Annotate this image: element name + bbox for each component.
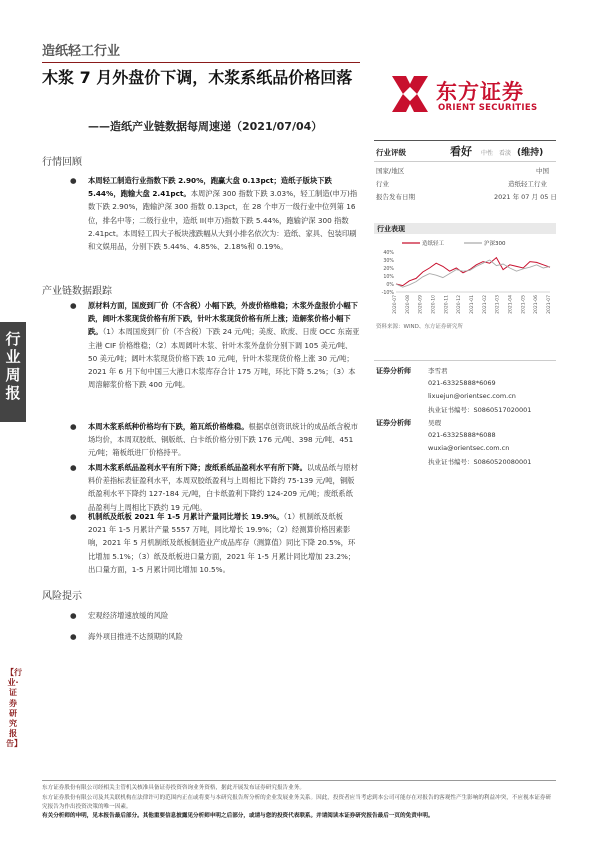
- x-tick-label: 2021-06: [534, 295, 540, 314]
- report-title: 木浆 7 月外盘价下调，木浆系纸品价格回落: [42, 68, 353, 87]
- y-tick-label: 10%: [383, 274, 394, 280]
- bullet-icon: ●: [70, 422, 77, 431]
- y-tick-label: -10%: [381, 290, 394, 296]
- analyst-name-1: 李雪君: [428, 367, 448, 375]
- brand-name-cn: 东方证券: [436, 80, 524, 104]
- rating-maintain: (维持): [517, 148, 544, 158]
- brand-logo-icon: [388, 72, 432, 116]
- analyst-email-2[interactable]: wuxia@orientsec.com.cn: [428, 444, 510, 452]
- chain-text-2: 根据卓创资讯统计的成品纸含税市场均价，本周双胶纸、铜版纸、白卡纸价格分别下跌 176 元/吨、398 元/吨、451 元/吨；箱板纸进厂价格持平。: [88, 422, 358, 458]
- chain-text-4: （1）机制纸及纸板 2021 年 1-5 月累计产量 5557 万吨，同比增长 19.9%；（2）经测算价格因素影响，2021 年 5 月机制纸及纸板制造业产成品库存（测算值）同比下降 20.5%，环比增加 5.1%；（3）纸及纸板进口量方面，2021 年 1-5 月累计同比增加 23.2%；出口量方面，1-5 月累计同比增加 10.5%。: [88, 512, 356, 574]
- x-tick-label: 2021-05: [521, 295, 527, 314]
- rating-divider: [374, 140, 556, 141]
- chain-bold-3: 本周木浆系纸品盈利水平有所下降；废纸系纸品盈利水平有所下降。: [88, 463, 307, 472]
- risk-item-1: 宏观经济增速放缓的风险: [88, 611, 169, 620]
- analyst-phone-1: 021-63325888*6069: [428, 379, 496, 387]
- review-paragraph: [88, 174, 360, 253]
- report-subtitle: ——造纸产业链数据每周速递（2021/07/04）: [88, 120, 323, 133]
- rating-val-industry: 造纸轻工行业: [508, 180, 547, 188]
- side-report-type-label: 行业周报: [5, 330, 21, 402]
- chain-text-3: 以成品纸与原材料价差指标表征盈利水平，本周双胶纸盈利与上周相比下降约 75-139 元/吨，铜版纸盈利水平下降约 127-184 元/吨，白卡纸盈利下降约 124-209 元/吨；废纸系纸品盈利与上周相比下跌约 19 元/吨。: [88, 463, 358, 512]
- analyst-cert-2: 执业证书编号：S0860520080001: [428, 458, 532, 466]
- analyst-email-1[interactable]: lixuejun@orientsec.com.cn: [428, 392, 516, 400]
- rating-option-bearish: 看淡: [499, 150, 512, 157]
- chain-bold-1: 原材料方面，国废到厂价（不含税）小幅下跌，外废价格维稳；木浆外盘报价小幅下跌，阔叶木浆现货价格有所下跌，针叶木浆现货价格有所上涨；造解浆价格小幅下跌。: [88, 301, 358, 337]
- performance-label: 行业表现: [377, 225, 405, 233]
- bullet-icon: ●: [70, 301, 77, 310]
- x-tick-label: 2020-09: [418, 295, 424, 314]
- legend-label: 沪深300: [484, 241, 506, 247]
- risk-item-2: 海外项目推进不达预期的风险: [88, 632, 183, 641]
- y-tick-label: 30%: [383, 258, 394, 264]
- y-tick-label: 0%: [386, 282, 394, 288]
- rating-key-region: 国家/地区: [376, 167, 405, 175]
- footer-line-3: 有关分析师的申明，见本报告最后部分。其他重要信息披露见分析师申明之后部分，或请与您的投资代表联系。并请阅读本证券研究报告最后一页的免责申明。: [42, 813, 434, 819]
- section-review-heading: 行情回顾: [42, 157, 82, 168]
- section-chain-heading: 产业链数据跟踪: [42, 286, 112, 297]
- side-report-tag: 【行业·证券研究报告】: [6, 668, 22, 749]
- title-divider: [42, 62, 360, 63]
- x-tick-label: 2021-07: [547, 295, 552, 314]
- review-bold: 本周轻工制造行业指数下跌 2.90%，跑赢大盘 0.13pct；造纸子版块下跌 5.44%，跑输大盘 2.41pct。: [88, 176, 332, 199]
- rating-sub-divider: [374, 161, 556, 162]
- performance-chart: [374, 238, 556, 328]
- chart-source: 资料来源：WIND、东方证券研究所: [376, 324, 463, 330]
- analyst-name-2: 吴瑕: [428, 419, 441, 427]
- x-tick-label: 2021-03: [495, 295, 501, 314]
- x-tick-label: 2021-01: [470, 295, 475, 314]
- footer-line-1: 东方证券股份有限公司经相关主管机关核准具备证券投资咨询业务资格，据此开展发布证券研究报告业务。: [42, 785, 305, 791]
- y-tick-label: 40%: [383, 250, 394, 256]
- x-tick-label: 2020-12: [457, 295, 463, 314]
- chain-paragraph-4: [88, 510, 360, 576]
- legend-label: 造纸轻工: [422, 241, 445, 247]
- bullet-icon: ●: [70, 512, 77, 521]
- chain-bold-4: 机制纸及纸板 2021 年 1-5 月累计产量同比增长 19.9%。: [88, 512, 284, 521]
- x-tick-label: 2020-10: [431, 295, 437, 314]
- bullet-icon: ●: [70, 176, 77, 185]
- sector-label: 造纸轻工行业: [42, 44, 121, 59]
- rating-key-industry: 行业: [376, 180, 389, 188]
- chain-bold-2: 本周木浆系纸种价格均有下跌，箱瓦纸价格维稳。: [88, 422, 249, 431]
- series-line-1: [396, 258, 550, 286]
- x-tick-label: 2020-07: [393, 295, 398, 314]
- chain-paragraph-3: [88, 461, 360, 514]
- analyst-phone-2: 021-63325888*6088: [428, 431, 496, 439]
- chain-paragraph-2: [88, 420, 360, 460]
- section-risk-heading: 风险提示: [42, 591, 82, 602]
- rating-label: 行业评级: [376, 148, 406, 157]
- analyst-divider: [374, 360, 556, 361]
- brand-name-en: ORIENT SECURITIES: [438, 103, 538, 113]
- chain-text-1: （1）本周国废到厂价（不含税）下跌 24 元/吨；美废、欧废、日废 OCC 东南亚主港 CIF 价格维稳；（2）本周阔叶木浆、针叶木浆外盘价分别下调 105 美元/吨、50 美元/吨；阔叶木浆现货价格下跌 10 元/吨，针叶木浆现货价格上涨 30 元/吨；2021 年 6 月下旬中国三大港口木浆库存合计 175 万吨，环比下降 5.2%；（3）本周溶解浆价格下跌 400 元/吨。: [88, 327, 360, 390]
- x-tick-label: 2020-11: [444, 295, 450, 314]
- bullet-icon: ●: [70, 611, 77, 620]
- rating-value: 看好: [450, 145, 472, 158]
- chain-paragraph-1: [88, 299, 360, 391]
- x-tick-label: 2020-08: [405, 295, 411, 314]
- rating-key-date: 报告发布日期: [376, 193, 415, 201]
- bullet-icon: ●: [70, 632, 77, 641]
- footer-line-2: 东方证券股份有限公司及其关联机构在法律许可的范围内正在或将要与本研究报告所分析的企业发展业务关系。因此，投资者应当考虑到本公司可能存在对报告的客观性产生影响的利益冲突，不应视本证券研究报告为作出投资决策的唯一因素。: [42, 795, 552, 810]
- x-tick-label: 2021-02: [482, 295, 488, 314]
- bullet-icon: ●: [70, 463, 77, 472]
- analyst-label-2: 证券分析师: [376, 419, 411, 427]
- rating-val-region: 中国: [536, 167, 549, 175]
- rating-val-date: 2021 年 07 月 05 日: [494, 193, 557, 201]
- rating-option-neutral: 中性: [481, 150, 494, 157]
- footer-divider: [42, 780, 556, 781]
- analyst-label-1: 证券分析师: [376, 367, 411, 375]
- review-text: 本周沪深 300 指数下跌 3.03%，轻工制造(申万)指数下跌 2.90%，跑输沪深 300 指数 0.13pct，在 28 个申万一级行业中位列第 16 位，排名中等；二级行业中，造纸 II(申万)指数下跌 5.44%，跑输沪深 300 指数 2.41pct。本周轻工四大子板块涨跌幅从大到小排名依次为：造纸、家具、包装印刷和文娱用品，分别下跌 5.44%、4.85%、2.18%和 0.19%。: [88, 189, 358, 252]
- y-tick-label: 20%: [383, 266, 394, 272]
- analyst-cert-1: 执业证书编号：S0860517020001: [428, 406, 532, 414]
- x-tick-label: 2021-04: [508, 295, 514, 314]
